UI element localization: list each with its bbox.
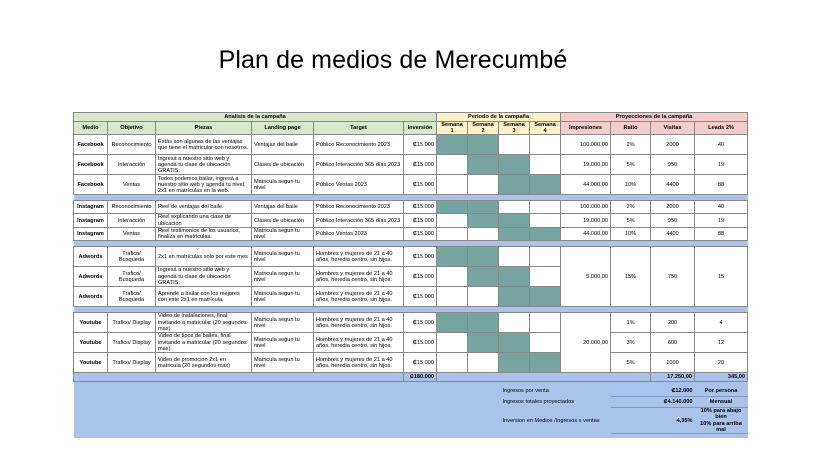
col-header-landing: Landing page	[252, 122, 314, 135]
summary-spacer	[74, 386, 499, 397]
leads-cell: 4	[695, 313, 748, 333]
col-header-impresiones: Impresiones	[561, 122, 611, 135]
week-empty	[437, 214, 468, 227]
objetivo-cell: Reconocimiento	[108, 135, 156, 155]
summary-spacer	[74, 434, 748, 439]
week-empty	[530, 135, 561, 155]
week-empty	[499, 135, 530, 155]
totals-row	[74, 373, 748, 382]
total-visitas: 17.250,00	[651, 373, 695, 382]
col-header-semana3: Semana 3	[499, 122, 530, 135]
medio-cell: Instagram	[74, 214, 108, 227]
inversion-cell: ₡15.000	[404, 201, 437, 214]
group-header-period: Periodo de la campaña	[437, 113, 561, 122]
week-empty	[437, 175, 468, 195]
table-row	[74, 333, 748, 353]
leads-cell: 12	[695, 333, 748, 353]
summary-label: Inversion en Medios /Ingresos x ventas	[499, 408, 611, 434]
inversion-cell: ₡15.000	[404, 247, 437, 267]
impresiones-cell: 19.000,00	[561, 155, 611, 175]
total-inversion: ₡180.000	[404, 373, 437, 382]
objetivo-cell: Trafico/ Display	[108, 333, 156, 353]
inversion-cell: ₡15.000	[404, 353, 437, 373]
week-bar	[499, 333, 530, 353]
media-plan-sheet	[73, 112, 747, 438]
piezas-cell: Reel testimonios de los usuarios, finaliza en matriculas.	[156, 227, 252, 240]
ratio-cell: 5%	[611, 214, 651, 227]
table-row	[74, 247, 748, 267]
piezas-cell: Reel explicando una clase de ubicación	[156, 214, 252, 227]
medio-cell: Adwords	[74, 267, 108, 287]
impresiones-cell: 44.000,00	[561, 175, 611, 195]
week-empty	[437, 155, 468, 175]
inversion-cell: ₡15.000	[404, 155, 437, 175]
week-empty	[530, 267, 561, 287]
document-title: Plan de medios de Merecumbé	[218, 46, 568, 74]
medio-cell: Youtube	[74, 333, 108, 353]
medio-cell: Instagram	[74, 227, 108, 240]
leads-cell: 88	[695, 227, 748, 240]
piezas-cell: Video de promocion 2x1 en matricula (20 segundos max)	[156, 353, 252, 373]
leads-cell: 19	[695, 214, 748, 227]
impresiones-cell: 100.000,00	[561, 201, 611, 214]
summary-value: ₡12.000	[611, 386, 695, 397]
visitas-cell: 2000	[651, 135, 695, 155]
visitas-cell: 750	[651, 247, 695, 307]
week-empty	[530, 313, 561, 333]
landing-cell: Clases de ubicación	[252, 155, 314, 175]
landing-cell: Matricula segun tu nivel	[252, 313, 314, 333]
table-row	[74, 135, 748, 155]
week-empty	[530, 247, 561, 267]
landing-cell: Matricula segun tu nivel	[252, 287, 314, 307]
week-empty	[468, 175, 499, 195]
week-empty	[468, 227, 499, 240]
summary-value: 4,35%	[611, 408, 695, 434]
impresiones-cell: 44.000,00	[561, 227, 611, 240]
visitas-cell: 950	[651, 155, 695, 175]
objetivo-cell: Trafico/ Busqueda	[108, 287, 156, 307]
visitas-cell: 200	[651, 313, 695, 333]
landing-cell: Clases de ubicación	[252, 214, 314, 227]
ratio-cell: 10%	[611, 175, 651, 195]
week-empty	[437, 287, 468, 307]
summary-row	[74, 397, 748, 408]
piezas-cell: Todos podemos bailar, ingresá a nuestro sitio web y agendá tu nivel. 2x1 en matrículas en la web.	[156, 175, 252, 195]
summary-row	[74, 434, 748, 439]
landing-cell: Ventajas del baile	[252, 201, 314, 214]
leads-cell: 40	[695, 201, 748, 214]
visitas-cell: 4400	[651, 175, 695, 195]
media-plan-table	[73, 112, 748, 438]
piezas-cell: 2x1 en matrículas solo por este mes	[156, 247, 252, 267]
week-empty	[530, 214, 561, 227]
objetivo-cell: Reconocimiento	[108, 201, 156, 214]
col-header-semana4: Semana 4	[530, 122, 561, 135]
summary-row	[74, 408, 748, 434]
leads-cell: 19	[695, 155, 748, 175]
landing-cell: Matricula segun tu nivel	[252, 175, 314, 195]
week-empty	[437, 227, 468, 240]
col-header-piezas: Piezas	[156, 122, 252, 135]
table-row	[74, 353, 748, 373]
summary-label: Ingresos totales proyectados	[499, 397, 611, 408]
week-empty	[437, 267, 468, 287]
ratio-cell: 2%	[611, 135, 651, 155]
week-bar	[499, 267, 530, 287]
target-cell: Público Interacción 365 días 2023	[314, 155, 404, 175]
week-empty	[499, 247, 530, 267]
landing-cell: Ventajas del baile	[252, 135, 314, 155]
week-bar	[468, 201, 499, 214]
summary-extra: Por persona	[695, 386, 748, 397]
landing-cell: Matricula segun tu nivel	[252, 333, 314, 353]
week-empty	[468, 353, 499, 373]
inversion-cell: ₡15.000	[404, 175, 437, 195]
impresiones-cell: 19.000,00	[561, 214, 611, 227]
week-bar	[437, 135, 468, 155]
week-bar	[437, 247, 468, 267]
objetivo-cell: Ventas	[108, 227, 156, 240]
inversion-cell: ₡15.000	[404, 333, 437, 353]
week-bar	[437, 313, 468, 333]
target-cell: Público Ventas 2023	[314, 227, 404, 240]
col-header-target: Target	[314, 122, 404, 135]
week-bar	[468, 155, 499, 175]
inversion-cell: ₡15.000	[404, 267, 437, 287]
ratio-cell: 3%	[611, 333, 651, 353]
piezas-cell: Estás son algunas de las ventajas que tiene el matricular con nosotros.	[156, 135, 252, 155]
medio-cell: Adwords	[74, 287, 108, 307]
week-bar	[499, 287, 530, 307]
medio-cell: Facebook	[74, 135, 108, 155]
visitas-cell: 600	[651, 333, 695, 353]
impresiones-cell: 20.000,00	[561, 313, 611, 373]
medio-cell: Instagram	[74, 201, 108, 214]
leads-cell: 15	[695, 247, 748, 307]
leads-cell: 20	[695, 353, 748, 373]
ratio-cell: 1%	[611, 313, 651, 333]
inversion-cell: ₡15.000	[404, 135, 437, 155]
week-bar	[499, 155, 530, 175]
piezas-cell: Aprendé a bailar con los mejores con este 2x1 en matrícula.	[156, 287, 252, 307]
objetivo-cell: Trafico/ Display	[108, 313, 156, 333]
summary-extra: Mensual	[695, 397, 748, 408]
col-header-visitas: Visitas	[651, 122, 695, 135]
ratio-cell: 10%	[611, 227, 651, 240]
piezas-cell: Reel de ventajas del baile.	[156, 201, 252, 214]
week-empty	[437, 333, 468, 353]
week-empty	[468, 287, 499, 307]
piezas-cell: Video de tipos de bailes, final invitando a matricular (20 segundos max)	[156, 333, 252, 353]
medio-cell: Facebook	[74, 175, 108, 195]
table-row	[74, 227, 748, 240]
week-empty	[530, 333, 561, 353]
week-bar	[468, 313, 499, 333]
objetivo-cell: Ventas	[108, 175, 156, 195]
summary-row	[74, 386, 748, 397]
week-bar	[530, 227, 561, 240]
week-empty	[499, 313, 530, 333]
week-empty	[530, 155, 561, 175]
impresiones-cell: 100.000,00	[561, 135, 611, 155]
summary-spacer	[74, 397, 499, 408]
total-leads: 345,00	[695, 373, 748, 382]
leads-cell: 40	[695, 135, 748, 155]
target-cell: Público Ventas 2023	[314, 175, 404, 195]
target-cell: Público Reconocimiento 2023	[314, 201, 404, 214]
inversion-cell: ₡15.000	[404, 313, 437, 333]
col-header-semana2: Semana 2	[468, 122, 499, 135]
objetivo-cell: Trafico/ Display	[108, 353, 156, 373]
leads-cell: 88	[695, 175, 748, 195]
landing-cell: Matricula segun tu nivel	[252, 247, 314, 267]
week-bar	[468, 247, 499, 267]
target-cell: Público Reconocimiento 2023	[314, 135, 404, 155]
col-header-inversion: Inversión	[404, 122, 437, 135]
table-row	[74, 155, 748, 175]
table-row	[74, 214, 748, 227]
week-bar	[499, 214, 530, 227]
week-bar	[468, 333, 499, 353]
inversion-cell: ₡15.000	[404, 214, 437, 227]
piezas-cell: Ingresá a nuestro sitio web y agendá tu clase de ubicación GRATIS.	[156, 155, 252, 175]
target-cell: Hombres y mujeres de 21 a 40 años, heredia centro, sin hijos.	[314, 353, 404, 373]
medio-cell: Youtube	[74, 313, 108, 333]
landing-cell: Matricula segun tu nivel	[252, 353, 314, 373]
table-row	[74, 313, 748, 333]
target-cell: Hombres y mujeres de 21 a 40 años, heredia centro, sin hijos.	[314, 267, 404, 287]
visitas-cell: 1000	[651, 353, 695, 373]
inversion-cell: ₡15.000	[404, 287, 437, 307]
col-header-objetivo: Objetivo	[108, 122, 156, 135]
ratio-cell: 5%	[611, 353, 651, 373]
target-cell: Público Interacción 365 días 2023	[314, 214, 404, 227]
ratio-cell: 5%	[611, 155, 651, 175]
visitas-cell: 2000	[651, 201, 695, 214]
target-cell: Hombres y mujeres de 21 a 40 años, heredia centro, sin hijos.	[314, 313, 404, 333]
landing-cell: Matricula segun tu nivel	[252, 227, 314, 240]
target-cell: Hombres y mujeres de 21 a 40 años, heredia centro, sin hijos.	[314, 287, 404, 307]
medio-cell: Adwords	[74, 247, 108, 267]
group-header-projections: Proyecciones de la campaña	[561, 113, 748, 122]
objetivo-cell: Trafico/ Busqueda	[108, 247, 156, 267]
target-cell: Hombres y mujeres de 21 a 40 años, heredia centro, sin hijos.	[314, 333, 404, 353]
week-bar	[530, 175, 561, 195]
objetivo-cell: Interacción	[108, 155, 156, 175]
totals-spacer	[437, 373, 651, 382]
objetivo-cell: Interacción	[108, 214, 156, 227]
totals-spacer	[74, 373, 404, 382]
table-row	[74, 175, 748, 195]
visitas-cell: 950	[651, 214, 695, 227]
week-bar	[499, 353, 530, 373]
col-header-medio: Medio	[74, 122, 108, 135]
col-header-ratio: Ratio	[611, 122, 651, 135]
group-header-analysis: Analisis de la campaña	[74, 113, 437, 122]
week-empty	[499, 201, 530, 214]
table-row	[74, 201, 748, 214]
inversion-cell: ₡15.000	[404, 227, 437, 240]
medio-cell: Youtube	[74, 353, 108, 373]
visitas-cell: 4400	[651, 227, 695, 240]
col-header-leads: Leads 2%	[695, 122, 748, 135]
piezas-cell: Ingresá a nuestro sitio web y agendá tu clase de ubicación GRATIS.	[156, 267, 252, 287]
week-bar	[468, 214, 499, 227]
summary-extra: 10% para abajo bien 10% para arriba mal	[695, 408, 748, 434]
week-bar	[468, 267, 499, 287]
week-bar	[437, 201, 468, 214]
week-empty	[437, 353, 468, 373]
medio-cell: Facebook	[74, 155, 108, 175]
week-bar	[499, 227, 530, 240]
week-bar	[499, 175, 530, 195]
piezas-cell: Video de instalaciones, final invitando a matricular (20 segundos max)	[156, 313, 252, 333]
objetivo-cell: Trafico/ Busqueda	[108, 267, 156, 287]
summary-label: Ingresos por venta	[499, 386, 611, 397]
col-header-semana1: Semana 1	[437, 122, 468, 135]
target-cell: Hombres y mujeres de 21 a 40 años, heredia centro, sin hijos.	[314, 247, 404, 267]
week-bar	[530, 287, 561, 307]
week-bar	[468, 135, 499, 155]
week-bar	[530, 353, 561, 373]
landing-cell: Matricula segun tu nivel	[252, 267, 314, 287]
impresiones-cell: 5.000,00	[561, 247, 611, 307]
summary-spacer	[74, 408, 499, 434]
ratio-cell: 15%	[611, 247, 651, 307]
summary-value: ₡4.140.000	[611, 397, 695, 408]
ratio-cell: 2%	[611, 201, 651, 214]
week-empty	[530, 201, 561, 214]
